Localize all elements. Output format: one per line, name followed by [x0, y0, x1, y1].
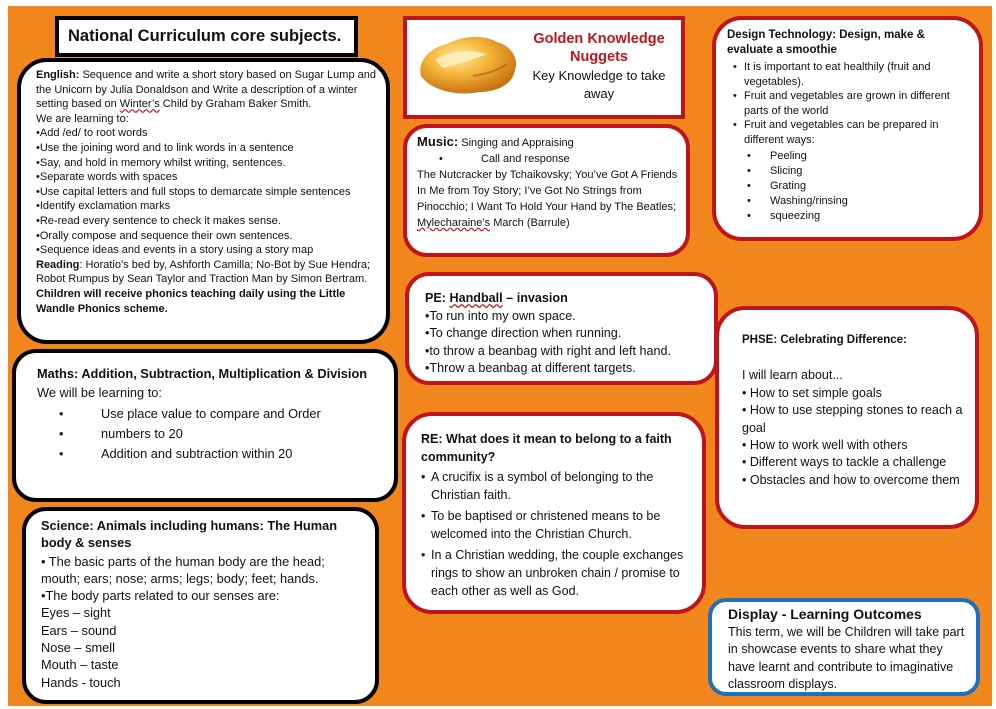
list-item: • Addition and subtraction within 20: [59, 446, 293, 461]
science-p1: • The basic parts of the human body are the head; mouth; ears; nose; arms; legs; body; feet; hands.: [41, 553, 325, 586]
science-heading: Science: Animals including humans: The Human body & senses: [41, 518, 338, 551]
list-item: Hands - touch: [41, 674, 121, 690]
display-text: This term, we will be Children will take part in showcase events to share what they have learnt and contribute to imaginative classroom displays.: [728, 625, 965, 691]
page-title: National Curriculum core subjects.: [68, 27, 342, 45]
display-heading: Display - Learning Outcomes: [728, 606, 922, 622]
english-phonics: Children will receive phonics teaching daily using the Little Wandle Phonics scheme.: [36, 287, 346, 315]
maths-intro: We will be learning to:: [37, 385, 162, 400]
list-item: • In a Christian wedding, the couple exchanges rings to show an unbroken chain / promise to each other as well as God.: [421, 548, 684, 598]
dt-ways-list: [727, 149, 971, 225]
list-item: •Throw a beanbag at different targets.: [425, 361, 636, 376]
maths-heading: Maths: Addition, Subtraction, Multiplication & Division: [37, 366, 368, 381]
gold-nugget-icon: [413, 30, 523, 100]
list-item: • To be baptised or christened means to be welcomed into the Christian Church.: [421, 509, 661, 541]
music-heading: Music: Singing and Appraising: [417, 134, 574, 149]
list-item: • Orally compose and sequence their own sentences.: [36, 229, 378, 244]
maths-list: [37, 404, 380, 464]
pe-heading: PE: Handball – invasion: [425, 291, 568, 305]
list-item: • Use the joining word and to link words in a sentence: [36, 141, 378, 156]
list-item: • It is important to eat healthily (fruit and vegetables).: [733, 61, 931, 88]
re-box: [402, 412, 706, 614]
music-box: [403, 124, 690, 257]
music-text: The Nutcracker by Tchaikovsky; You’ve Got A Friends In Me from Toy Story; I’ve Got No Strings from Pinocchio; I Want To Hold Your Hand by The Beatles; Mylecharaine’s March (Barrule): [417, 169, 678, 229]
pe-box: [405, 272, 718, 385]
pshe-box: [715, 306, 979, 529]
list-item: •to throw a beanbag with right and left hand.: [425, 343, 671, 358]
list-item: • Add /ed/ to root words: [36, 126, 378, 141]
science-box: [22, 507, 379, 704]
science-p2: •The body parts related to our senses are:: [41, 588, 280, 604]
design-technology-box: [712, 16, 983, 241]
list-item: • Peeling: [747, 149, 807, 162]
list-item: • squeezing: [747, 210, 821, 223]
list-item: • Slicing: [747, 164, 803, 177]
list-item: • A crucifix is a symbol of belonging to the Christian faith.: [421, 470, 654, 502]
list-item: • Fruit and vegetables are grown in different parts of the world: [733, 90, 950, 117]
list-item: Eyes – sight: [41, 605, 111, 621]
list-item: • Washing/rinsing: [747, 195, 848, 208]
list-item: Mouth – taste: [41, 657, 119, 673]
dt-list: [727, 60, 971, 148]
golden-title: Golden Knowledge Nuggets: [533, 31, 665, 65]
list-item: • Call and response: [439, 153, 570, 165]
list-item: • Fruit and vegetables can be prepared in different ways:: [733, 119, 939, 146]
list-item: Ears – sound: [41, 622, 117, 638]
golden-subtitle: Key Knowledge to take away: [532, 68, 666, 101]
list-item: • Identify exclamation marks: [36, 199, 378, 214]
list-item: • Re-read every sentence to check it makes sense.: [36, 214, 378, 229]
list-item: • Use capital letters and full stops to demarcate simple sentences: [36, 185, 378, 200]
list-item: • Say, and hold in memory whilst writing, sentences.: [36, 156, 378, 171]
list-item: • Sequence ideas and events in a story using a story map: [36, 243, 378, 258]
list-item: • Obstacles and how to overcome them: [742, 472, 960, 487]
english-reading: Reading: Horatio’s bed by, Ashforth Camilla; No-Bot by Sue Hendra; Robot Rumpus by Sean Taylor and Traction Man by Simon Bertram.: [36, 258, 371, 286]
list-item: • How to set simple goals: [742, 385, 882, 400]
golden-nuggets-box: [403, 16, 685, 119]
pshe-intro: I will learn about...: [742, 368, 843, 383]
english-box: [17, 58, 390, 344]
list-item: •To change direction when running.: [425, 326, 622, 341]
display-box: [708, 598, 980, 696]
english-learning-label: We are learning to:: [36, 112, 129, 125]
english-list: [36, 126, 378, 257]
title-box: [55, 16, 358, 57]
list-item: • numbers to 20: [59, 426, 183, 441]
list-item: • Use place value to compare and Order: [59, 406, 321, 421]
list-item: • Different ways to tackle a challenge: [742, 455, 947, 470]
dt-heading: Design Technology: Design, make & evaluate a smoothie: [727, 29, 925, 56]
list-item: Nose – smell: [41, 640, 115, 656]
re-heading: RE: What does it mean to belong to a faith community?: [421, 432, 672, 464]
english-intro: English: Sequence and write a short story based on Sugar Lump and the Unicorn by Julia Donaldson and Write a description of a winter setting based on Winter’s Child by Graham Baker Smith.: [36, 69, 376, 111]
maths-box: [12, 349, 398, 502]
list-item: •To run into my own space.: [425, 308, 576, 323]
list-item: • How to use stepping stones to reach a goal: [742, 403, 963, 435]
pshe-heading: PHSE: Celebrating Difference:: [742, 334, 907, 346]
list-item: • Grating: [747, 179, 807, 192]
list-item: • Separate words with spaces: [36, 170, 378, 185]
list-item: • How to work well with others: [742, 438, 908, 453]
